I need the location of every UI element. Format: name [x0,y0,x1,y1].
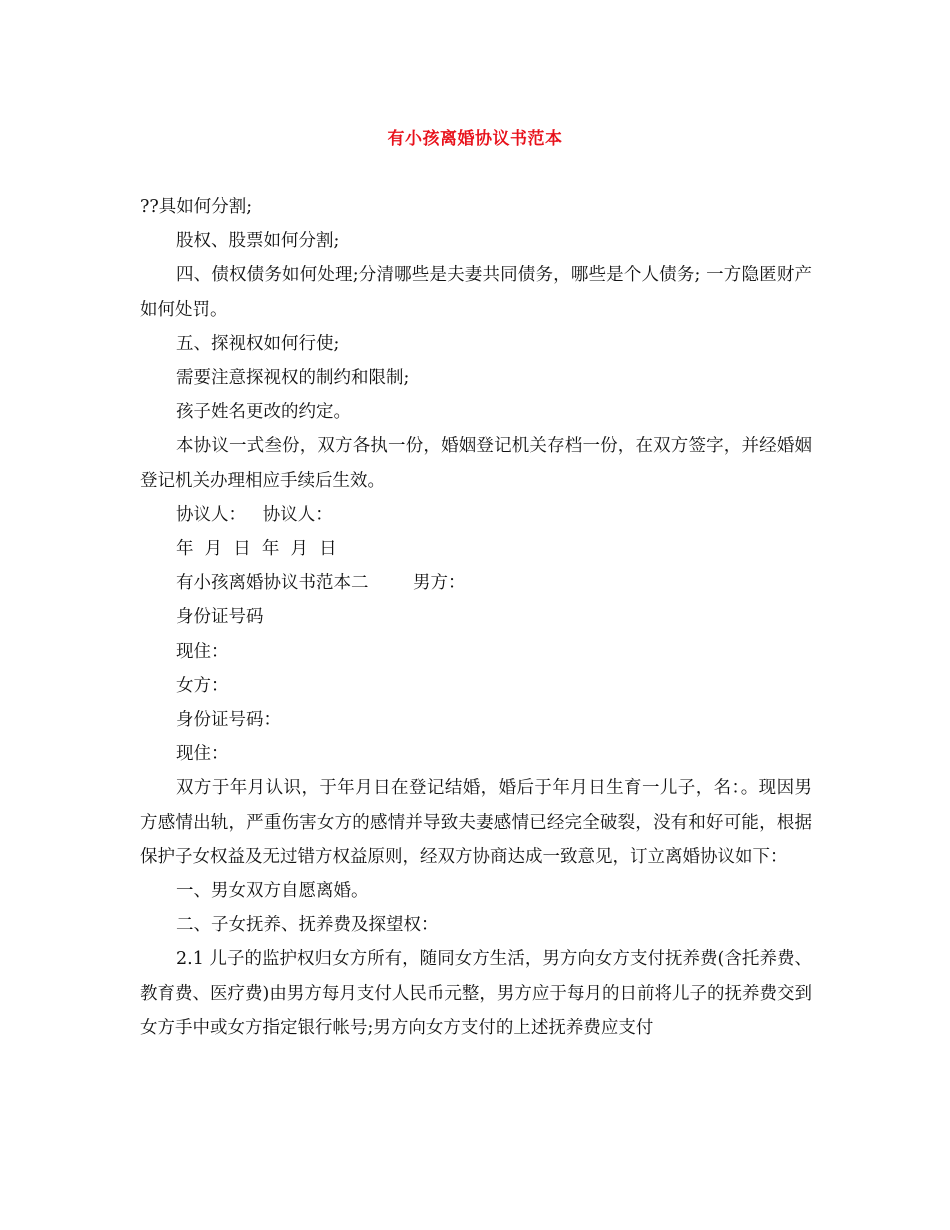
paragraph-sample-two-man: 有小孩离婚协议书范本二 男方： [176,573,466,594]
paragraph-dates: 年 月 日 年 月 日 [176,539,337,560]
paragraph-custody-terms: 2.1 儿子的监护权归女方所有，随同女方生活，男方向女方支付抚养费(含托养费、教育费、医疗费)由男方每月支付人民币元整，男方应于每月的日前将儿子的抚养费交到女方手中或女方指定银行帐号;男方向女方支付的上述抚养费应支付 [140,949,812,1038]
paragraph-woman: 女方： [176,675,229,696]
paragraph-debts: 四、债权债务如何处理;分清哪些是夫妻共同债务，哪些是个人债务; 一方隐匿财产如何处罚。 [140,265,812,320]
paragraph-equity-division: 股权、股票如何分割; [176,231,340,252]
paragraph-visitation-limits: 需要注意探视权的制约和限制; [176,368,410,389]
paragraph-address-man: 现住： [176,641,229,662]
paragraph-child-name: 孩子姓名更改的约定。 [176,402,351,423]
paragraph-id-number-woman: 身份证号码： [176,710,281,731]
document-title: 有小孩离婚协议书范本 [387,129,563,149]
paragraph-background: 双方于年月认识，于年月日在登记结婚，婚后于年月日生育一儿子，名：。现因男方感情出轨，严重伤害女方的感情并导致夫妻感情已经完全破裂，没有和好可能，根据保护子女权益及无过错方权益原则，经双方协商达成一致意见，订立离婚协议如下： [140,778,812,867]
paragraph-child-custody: 二、子女抚养、抚养费及探望权： [176,915,439,936]
paragraph-copies: 本协议一式叁份，双方各执一份，婚姻登记机关存档一份，在双方签字，并经婚姻登记机关办理相应手续后生效。 [140,436,812,491]
paragraph-voluntary-divorce: 一、男女双方自愿离婚。 [176,881,369,902]
paragraph-tools-division: ??具如何分割; [140,197,253,217]
paragraph-signatories: 协议人： 协议人： [176,504,333,525]
document-body [140,190,812,1045]
paragraph-address-woman: 现住： [176,744,229,765]
paragraph-visitation-rights: 五、探视权如何行使; [176,333,340,354]
paragraph-id-number: 身份证号码 [176,607,264,628]
